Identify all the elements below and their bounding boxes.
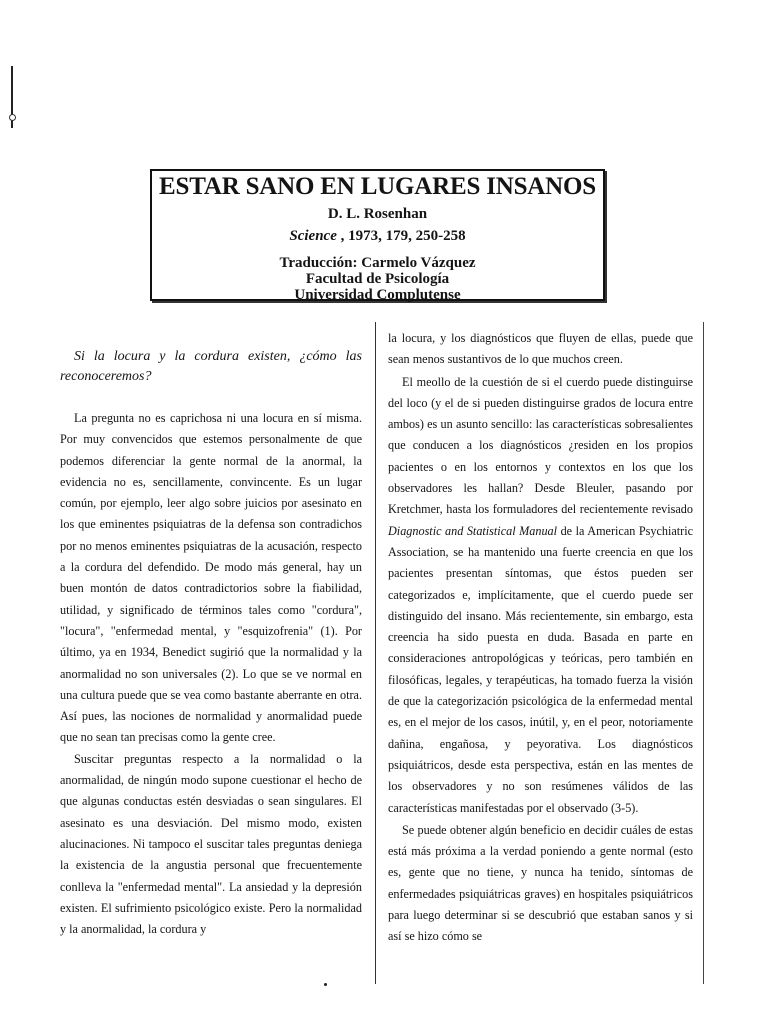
article-title: ESTAR SANO EN LUGARES INSANOS [159, 173, 596, 200]
university: Universidad Complutense [294, 287, 461, 303]
paragraph-text: de la American Psychiatric Association, se ha mantenido una fuerte creencia en que los pacientes presentan síntomas, que éstos pueden ser categorizados e, implícitamente, que el cuerdo puede ser distinguido del insano. Más recientemente, sin embargo, esta creencia ha sido puesta en duda. Basada en parte en consideraciones antropológicas y teóricas, pero también en filosóficas, legales, y terapéuticas, ha tomado fuerza la visión de que la categorización psicológica de la enfermedad mental es, en el mejor de los casos, inútil, y, en el peor, notoriamente dañina, engañosa, y peyorativa. Los diagnósticos psiquiátricos, desde esta perspectiva, están en las mentes de los observadores y no son resúmenes válidos de las características manifestadas por el observado (3-5). [388, 523, 694, 815]
article-author: D. L. Rosenhan [327, 206, 428, 222]
paragraph: Se puede obtener algún beneficio en decidir cuáles de estas está más próxima a la verdad poniendo a gente normal (esto es, gente que no tiene, y nunca ha tenido, síntomas de enfermedades psiquiátricas graves) en hospitales psiquiátricos para luego determinar si se descubrió que estaban sanos y si así se hizo cómo se [388, 822, 693, 944]
faculty: Facultad de Psicología [305, 271, 450, 287]
manual-title: Diagnostic and Statistical Manual [388, 523, 558, 538]
translator: Traducción: Carmelo Vázquez [279, 255, 476, 271]
left-column [60, 408, 362, 940]
page-mark [324, 983, 327, 986]
title-box [150, 169, 605, 301]
binding-mark-dot [9, 114, 16, 121]
article-citation [152, 225, 603, 247]
journal-name: Science [289, 228, 337, 244]
right-border [703, 322, 704, 984]
paragraph-text: El meollo de la cuestión de si el cuerdo puede distinguirse del loco (y el de si pueden distinguirse grados de locura entre ambos) es un asunto sencillo: las características sobresalientes que conducen a los diagnósticos ¿residen en los propios pacientes o en los entornos y contextos en los que los observadores les hallan? Desde Bleuler, pasando por Kretchmer, hasta los formuladores del recientemente revisado [388, 374, 693, 517]
column-divider [375, 322, 376, 984]
paragraph: Suscitar preguntas respecto a la normalidad o la anormalidad, de ningún modo supone cuestionar el hecho de que algunas conductas estén desviadas o sean singulares. El asesinato es una desviación. Del mismo modo, existen alucinaciones. Ni tampoco el suscitar tales preguntas deniega la existencia de la angustia personal que frecuentemente conlleva la "enfermedad mental". La ansiedad y la depresión existen. El sufrimiento psicológico existe. Pero la normalidad y la anormalidad, la cordura y [60, 751, 362, 937]
epigraph: Si la locura y la cordura existen, ¿cómo las reconoceremos? [60, 349, 362, 384]
translation-credits [152, 255, 603, 303]
paragraph-continuation: la locura, y los diagnósticos que fluyen de ellas, puede que sean menos sustantivos de lo que muchos creen. [388, 331, 693, 367]
citation-details: , 1973, 179, 250-258 [336, 228, 466, 244]
paragraph: La pregunta no es caprichosa ni una locura en sí misma. Por muy convencidos que estemos personalmente de que podemos diferenciar la gente normal de la anormal, la evidencia no es, sencillamente, convincente. Es un lugar común, por ejemplo, leer algo sobre juicios por asesinato en los que eminentes psiquiatras de la defensa son contradichos por no menos eminentes psiquiatras de la acusación, respecto a la cordura del defendido. De modo más general, hay un buen montón de datos contradictorios sobre la fiabilidad, utilidad, y significado de términos tales como "cordura", "locura", "enfermedad mental, y "esquizofrenia" (1). Por último, ya en 1934, Benedict sugirió que la normalidad y la anormalidad no son universales (2). Lo que se ve normal en una cultura puede que se vea como bastante aberrante en otra. Así pues, las nociones de normalidad y anormalidad puede que no sean tan precisas como la gente cree. [60, 411, 362, 745]
paragraph [388, 372, 693, 819]
right-column [388, 328, 693, 948]
